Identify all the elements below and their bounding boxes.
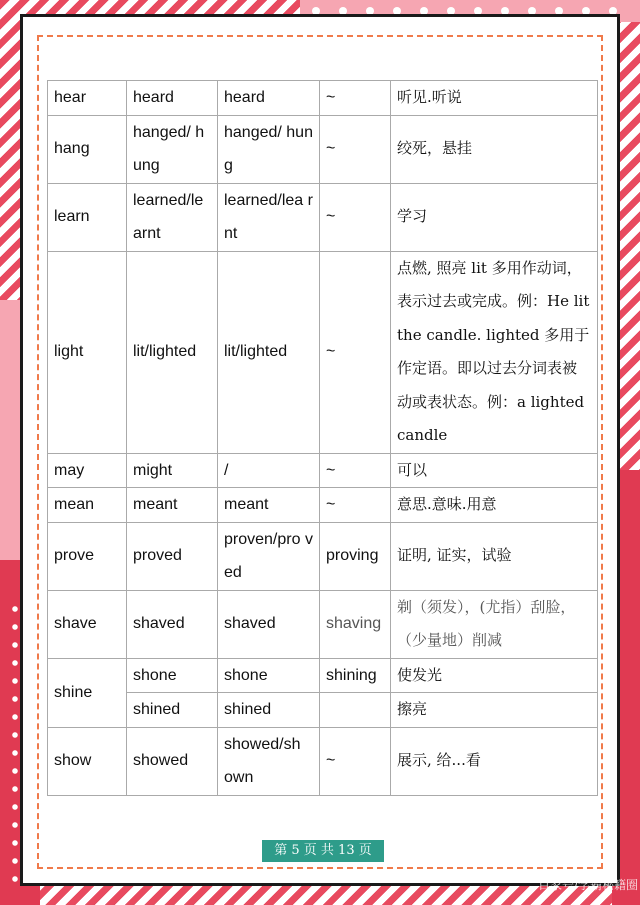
base-form: learn	[48, 183, 127, 251]
meaning: 证明, 证实，试验	[391, 522, 598, 590]
meaning: 意思.意味.用意	[391, 488, 598, 523]
base-form: mean	[48, 488, 127, 523]
ing-form: ~	[320, 115, 391, 183]
past-participle: proven/pro ved	[218, 522, 320, 590]
table-row	[48, 453, 598, 488]
page-number: 第 5 页 共 13 页	[262, 840, 384, 862]
base-form: shine	[48, 658, 127, 727]
ing-form	[320, 693, 391, 728]
past-participle: lit/lighted	[218, 251, 320, 453]
meaning: 展示, 给...看	[391, 727, 598, 795]
base-form: may	[48, 453, 127, 488]
meaning: 剃（须发），(尤指）刮脸，（少量地）削减	[391, 590, 598, 658]
past-participle: meant	[218, 488, 320, 523]
table-row	[48, 251, 598, 453]
base-form: shave	[48, 590, 127, 658]
ing-form: ~	[320, 81, 391, 116]
table-row	[48, 658, 598, 693]
meaning: 使发光	[391, 658, 598, 693]
meaning: 绞死，悬挂	[391, 115, 598, 183]
document-page	[20, 14, 620, 886]
ing-form: ~	[320, 183, 391, 251]
ing-form: ~	[320, 488, 391, 523]
past-participle: shaved	[218, 590, 320, 658]
past-participle: hanged/ hung	[218, 115, 320, 183]
past-tense: shone	[127, 658, 218, 693]
table-row	[48, 590, 598, 658]
past-tense: hanged/ hung	[127, 115, 218, 183]
base-form: hang	[48, 115, 127, 183]
past-participle: /	[218, 453, 320, 488]
past-tense: lit/lighted	[127, 251, 218, 453]
meaning: 点燃, 照亮 lit 多用作动词，表示过去或完成。例：He lit the candle. lighted 多用于作定语。即以过去分词表被动或表状态。例：a lighted candle	[391, 251, 598, 453]
table-row	[48, 727, 598, 795]
ing-form: ~	[320, 251, 391, 453]
table-row	[48, 81, 598, 116]
meaning: 听见.听说	[391, 81, 598, 116]
table-row	[48, 183, 598, 251]
verb-table	[47, 80, 598, 796]
past-tense: meant	[127, 488, 218, 523]
base-form: light	[48, 251, 127, 453]
past-participle: heard	[218, 81, 320, 116]
past-tense: might	[127, 453, 218, 488]
meaning: 擦亮	[391, 693, 598, 728]
table-row	[48, 488, 598, 523]
watermark: 百家号/学霸秘籍圈	[537, 878, 638, 892]
table-row	[48, 522, 598, 590]
ing-form: ~	[320, 727, 391, 795]
past-participle: shined	[218, 693, 320, 728]
table-row	[48, 115, 598, 183]
base-form: prove	[48, 522, 127, 590]
past-tense: shined	[127, 693, 218, 728]
past-tense: shaved	[127, 590, 218, 658]
ing-form: proving	[320, 522, 391, 590]
past-tense: proved	[127, 522, 218, 590]
meaning: 学习	[391, 183, 598, 251]
ing-form: ~	[320, 453, 391, 488]
ing-form: shaving	[320, 590, 391, 658]
ing-form: shining	[320, 658, 391, 693]
past-participle: shone	[218, 658, 320, 693]
base-form: show	[48, 727, 127, 795]
past-tense: showed	[127, 727, 218, 795]
past-participle: showed/sh own	[218, 727, 320, 795]
meaning: 可以	[391, 453, 598, 488]
past-tense: learned/le arnt	[127, 183, 218, 251]
table-row	[48, 693, 598, 728]
base-form: hear	[48, 81, 127, 116]
past-tense: heard	[127, 81, 218, 116]
past-participle: learned/lea rnt	[218, 183, 320, 251]
